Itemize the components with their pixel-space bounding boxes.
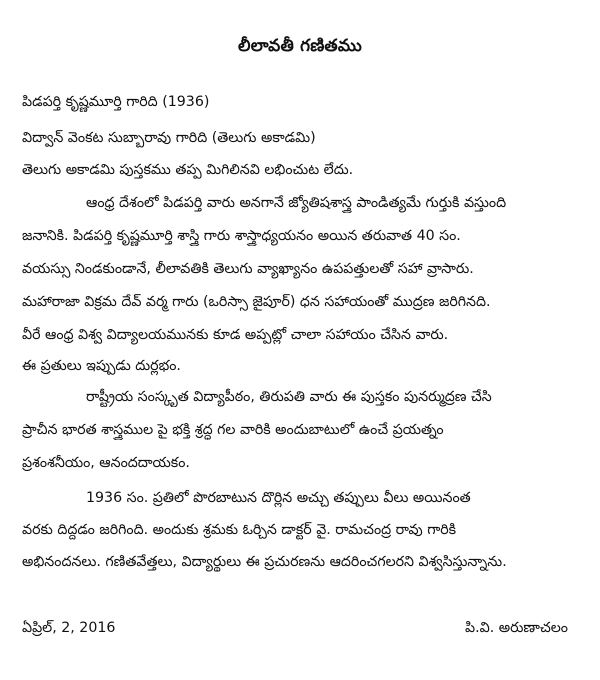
paragraph-1-line-2: జనానికి. పిడపర్తి కృష్ణమూర్తి శాస్త్రి గారు శాస్త్రాధ్యయనం అయిన తరువాత 40 సం. bbox=[22, 228, 461, 244]
footer-date: ఏప్రిల్, 2, 2016 bbox=[22, 620, 116, 636]
paragraph-1-line-3: వయస్సు నిండకుండానే, లీలావతికి తెలుగు వ్యాఖ్యానం ఉపపత్తులతో సహా వ్రాసారు. bbox=[22, 261, 474, 277]
paragraph-3-line-1: 1936 సం. ప్రతిలో పొరబాటున దొర్లిన అచ్చు తప్పులు వీలు అయినంత bbox=[86, 490, 471, 506]
header-line-1: పిడపర్తి కృష్ణమూర్తి గారిది (1936) bbox=[22, 94, 210, 110]
paragraph-1-line-6: ఈ ప్రతులు ఇప్పుడు దుర్లభం. bbox=[22, 358, 181, 374]
paragraph-2-line-2: ప్రాచీన భారత శాస్త్రముల పై భక్తి శ్రద్ధ గల వారికి అందుబాటులో ఉంచే ప్రయత్నం bbox=[22, 422, 444, 438]
paragraph-3-line-2: వరకు దిద్దడం జరిగింది. అందుకు శ్రమకు ఓర్చిన డాక్టర్ వై. రామచంద్ర రావు గారికి bbox=[22, 522, 457, 538]
document-title: లీలావతీ గణితము bbox=[238, 36, 362, 56]
paragraph-2-line-1: రాష్ట్రీయ సంస్కృత విద్యాపీఠం, తిరుపతి వారు ఈ పుస్తకం పునర్ముద్రణ చేసి bbox=[86, 389, 492, 405]
footer-author: పి.వి. అరుణాచలం bbox=[465, 620, 568, 636]
header-line-3: తెలుగు అకాడమి పుస్తకము తప్ప మిగిలినవి లభించుట లేదు. bbox=[22, 162, 354, 178]
paragraph-1-line-1: ఆంధ్ర దేశంలో పిడపర్తి వారు అనగానే జ్యోతిషశాస్త్ర పాండిత్యమే గుర్తుకి వస్తుంది bbox=[86, 195, 507, 211]
paragraph-3-line-3: అభినందనలు. గణితవేత్తలు, విద్యార్థులు ఈ ప్రచురణను ఆదరించగలరని విశ్వసిస్తున్నాను. bbox=[22, 554, 507, 570]
paragraph-2-line-3: ప్రశంశనీయం, ఆనందదాయకం. bbox=[22, 455, 190, 471]
paragraph-1-line-4: మహారాజా విక్రమ దేవ్ వర్మ గారు (ఒరిస్సా జైపూర్) ధన సహాయంతో ముద్రణ జరిగినది. bbox=[22, 294, 491, 310]
header-line-2: విద్వాన్ వెంకట సుబ్బారావు గారిది (తెలుగు అకాడమి) bbox=[22, 130, 316, 146]
paragraph-1-line-5: వీరే ఆంధ్ర విశ్వ విద్యాలయమునకు కూడ అప్పట్లో చాలా సహాయం చేసిన వారు. bbox=[22, 327, 449, 343]
